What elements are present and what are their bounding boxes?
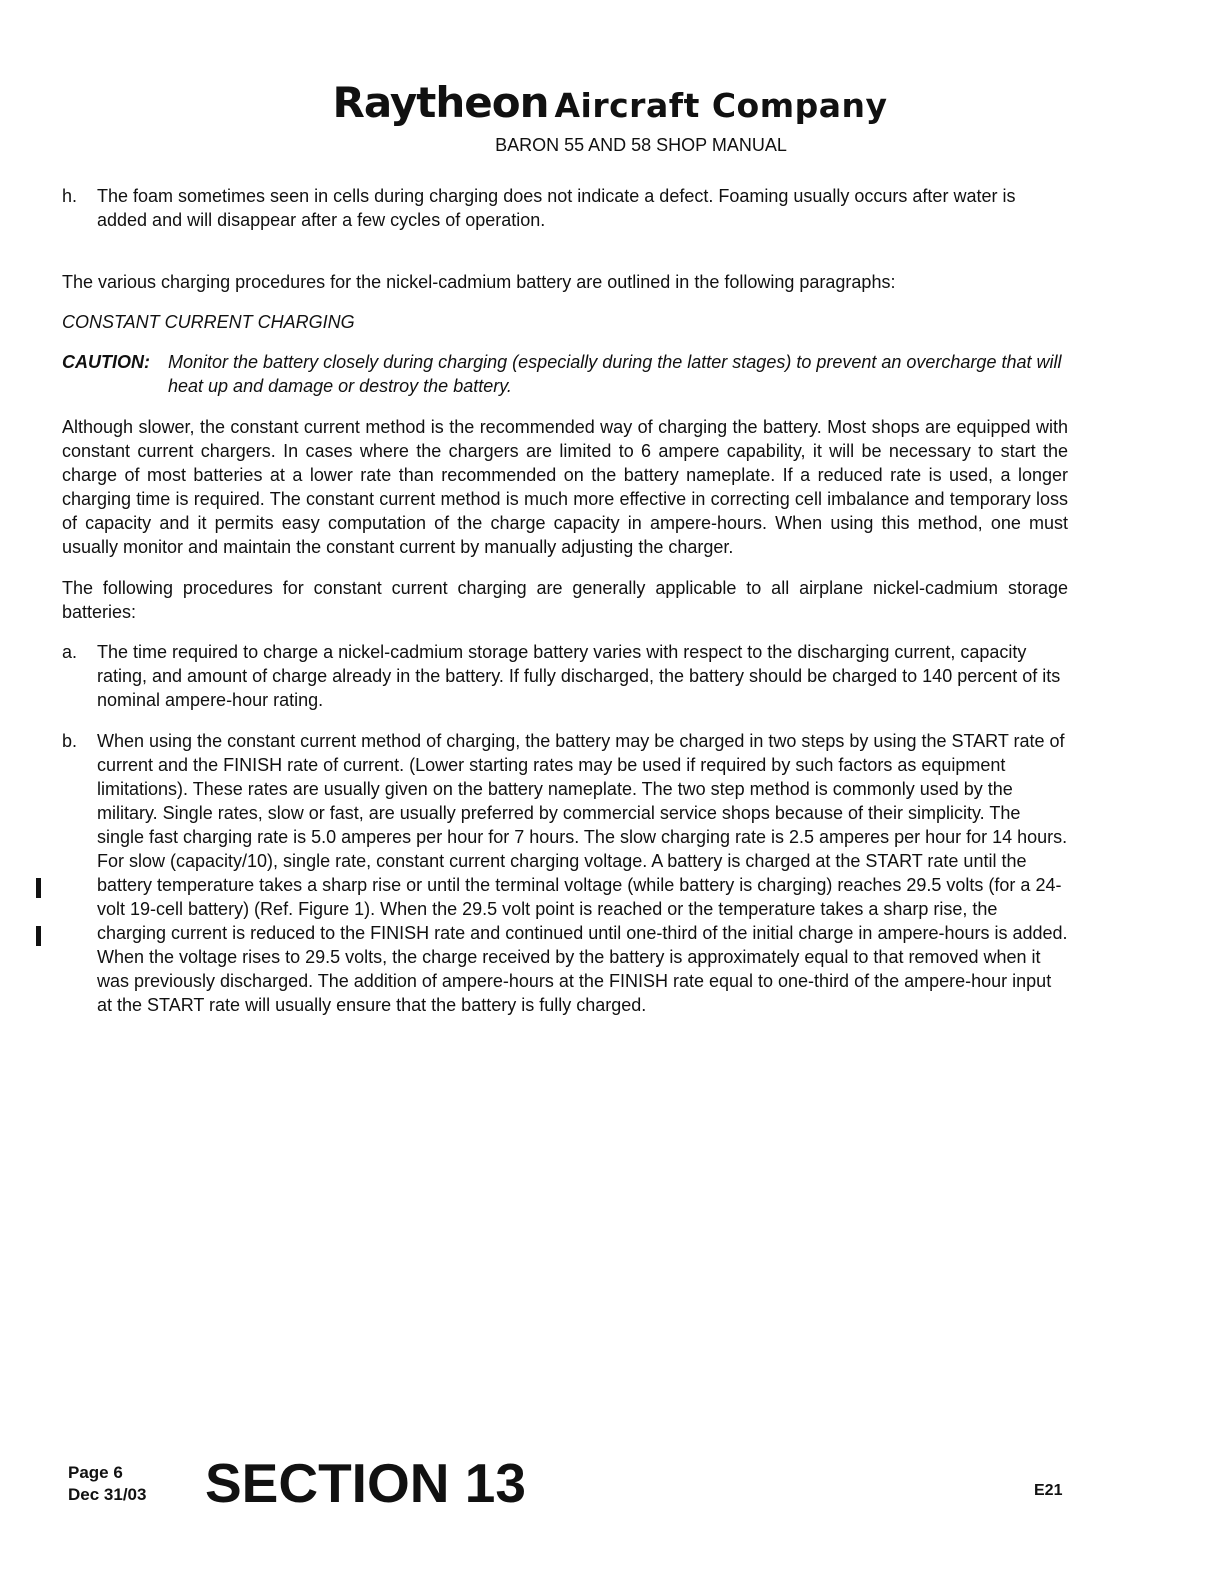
page-header xyxy=(0,80,1220,156)
manual-subtitle: BARON 55 AND 58 SHOP MANUAL xyxy=(495,135,787,155)
section-heading: CONSTANT CURRENT CHARGING xyxy=(62,312,355,332)
list-marker: b. xyxy=(62,731,78,751)
paragraph-procedures: The following procedures for constant current charging are generally applicable to all airplane nickel-cadmium storage batteries: xyxy=(62,578,1068,622)
list-item-h xyxy=(62,184,1068,232)
section-title: SECTION 13 xyxy=(205,1452,526,1514)
brand-name: Aircraft Company xyxy=(554,86,888,125)
intro-paragraph: The various charging procedures for the nickel-cadmium battery are outlined in the following paragraphs: xyxy=(62,272,896,292)
caution-text: Monitor the battery closely during charging (especially during the latter stages) to prevent an overcharge that will heat up and damage or destroy the battery. xyxy=(168,352,1062,396)
list-item-a xyxy=(62,640,1068,712)
caution-label: CAUTION: xyxy=(62,352,150,372)
list-marker: a. xyxy=(62,642,78,662)
footer-page-info xyxy=(68,1462,146,1506)
caution-note xyxy=(62,350,1068,398)
list-item-text: The foam sometimes seen in cells during charging does not indicate a defect. Foaming usually occurs after water is added and will disappear after a few cycles of operation. xyxy=(97,186,1016,230)
revision-change-bar xyxy=(36,926,41,946)
page-code: E21 xyxy=(1034,1482,1063,1499)
list-item-text: The time required to charge a nickel-cadmium storage battery varies with respect to the discharging current, capacity rating, and amount of charge already in the battery. If fully discharged, the battery should be charged to 140 percent of its nominal ampere-hour rating. xyxy=(97,642,1061,710)
revision-date: Dec 31/03 xyxy=(68,1485,147,1504)
list-item-b xyxy=(62,729,1068,1017)
list-marker: h. xyxy=(62,186,78,206)
brand-logo: Raytheon xyxy=(332,78,549,127)
list-item-text: When using the constant current method of charging, the battery may be charged in two steps by using the START rate of current and the FINISH rate of current. (Lower starting rates may be used if required by such factors as equipment limitations). These rates are usually given on the battery nameplate. The two step method is commonly used by the military. Single rates, slow or fast, are usually preferred by commercial service shops because of their simplicity. The single fast charging rate is 5.0 amperes per hour for 7 hours. The slow charging rate is 2.5 amperes per hour for 14 hours. For slow (capacity/10), single rate, constant current charging voltage. A battery is charged at the START rate until the battery temperature takes a sharp rise or until the terminal voltage (while battery is charging) reaches 29.5 volts (for a 24-volt 19-cell battery) (Ref. Figure 1). When the 29.5 volt point is reached or the temperature takes a sharp rise, the charging current is reduced to the FINISH rate and continued until one-third of the initial charge in ampere-hours is added. When the voltage rises to 29.5 volts, the charge received by the battery is approximately equal to that removed when it was previously discharged. The addition of ampere-hours at the FINISH rate equal to one-third of the ampere-hour input at the START rate will usually ensure that the battery is fully charged. xyxy=(97,731,1068,1015)
paragraph-constant-current: Although slower, the constant current method is the recommended way of charging the battery. Most shops are equipped with constant current chargers. In cases where the chargers are limited to 6 ampere capability, it will be necessary to start the charge of most batteries at a lower rate than recommended on the battery nameplate. If a reduced rate is used, a longer charging time is required. The constant current method is much more effective in correcting cell imbalance and temporary loss of capacity and it permits easy computation of the charge capacity in ampere-hours. When using this method, one must usually monitor and maintain the constant current by manually adjusting the charger. xyxy=(62,417,1068,557)
brand-title xyxy=(0,80,1220,129)
page-number: Page 6 xyxy=(68,1463,123,1482)
revision-change-bar xyxy=(36,878,41,898)
document-body xyxy=(62,184,1068,1017)
